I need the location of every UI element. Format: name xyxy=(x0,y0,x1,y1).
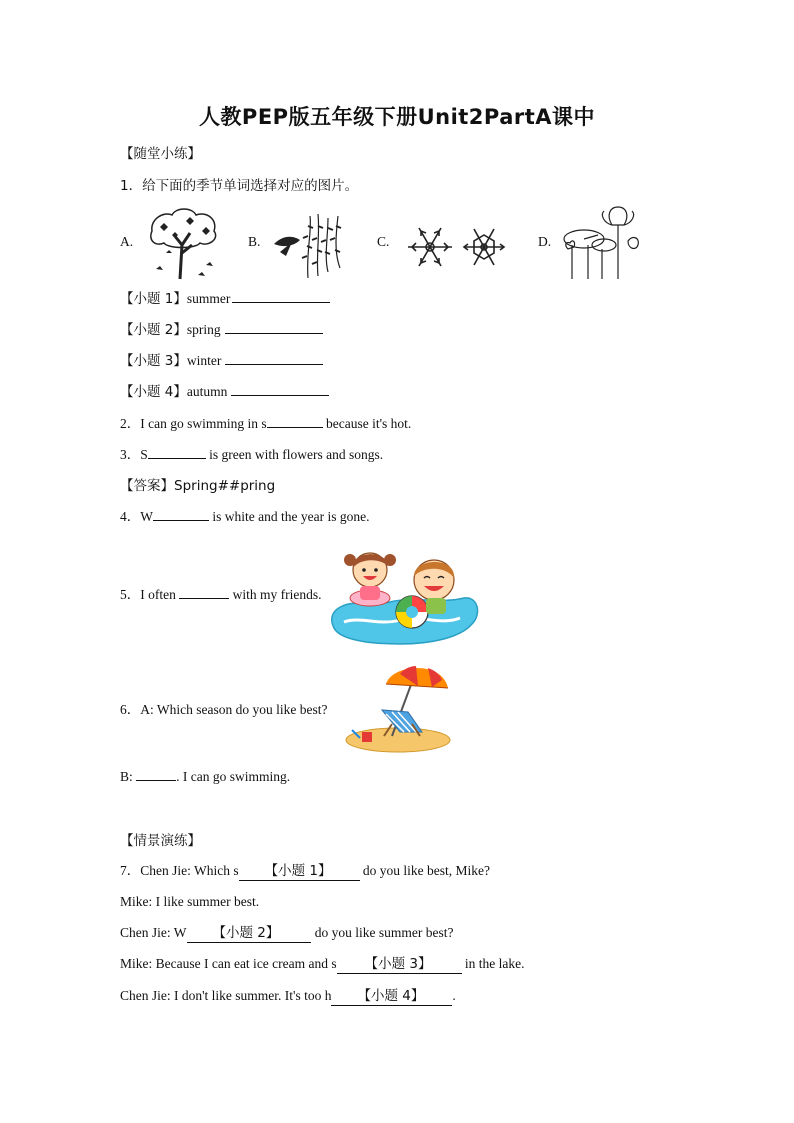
question-1-prompt: 1．给下面的季节单词选择对应的图片。 xyxy=(120,178,359,194)
answer-blank[interactable]: 【小题 1】 xyxy=(239,862,360,881)
sub-question-4: 【小题 4】autumn xyxy=(120,383,329,401)
answer-blank[interactable] xyxy=(231,383,329,396)
section-heading-scenario: 【情景演练】 xyxy=(120,833,201,849)
option-a-label: A. xyxy=(120,234,134,249)
question-7-line-4: Mike: Because I can eat ice cream and s 【小题 3】 in the lake. xyxy=(120,956,525,972)
answer-blank[interactable]: 【小题 3】 xyxy=(337,955,462,974)
page-title: 人教PEP版五年级下册Unit2PartA课中 xyxy=(198,105,596,129)
question-6-line-2: B: . I can go swimming. xyxy=(120,769,291,784)
question-4: 4．W is white and the year is gone. xyxy=(120,509,370,524)
beach-umbrella-icon xyxy=(342,662,452,754)
swallow-willow-icon xyxy=(270,212,352,280)
option-d-label: D. xyxy=(538,234,552,249)
option-c-label: C. xyxy=(377,234,390,249)
sub-question-2: 【小题 2】spring xyxy=(120,321,323,339)
kids-swimming-icon xyxy=(330,540,482,652)
answer-blank[interactable]: 【小题 2】 xyxy=(187,924,312,943)
answer-blank[interactable] xyxy=(148,446,206,459)
question-7-line-1: 7．Chen Jie: Which s 【小题 1】 do you like best, Mike? xyxy=(120,863,490,879)
autumn-tree-icon xyxy=(146,205,222,281)
sub-question-1: 【小题 1】summer xyxy=(120,290,330,308)
answer-blank[interactable] xyxy=(153,508,209,521)
answer-blank[interactable]: 【小题 4】 xyxy=(331,987,452,1006)
answer-text: 【答案】Spring##pring xyxy=(120,478,276,494)
answer-blank[interactable] xyxy=(136,768,176,781)
question-3: 3．S is green with flowers and songs. xyxy=(120,447,384,462)
question-7-line-5: Chen Jie: I don't like summer. It's too h 【小题 4】 . xyxy=(120,988,456,1004)
snowflake-icon xyxy=(404,222,508,272)
lotus-icon xyxy=(562,205,642,281)
question-5: 5．I often with my friends. xyxy=(120,587,322,602)
question-6-line-1: 6．A: Which season do you like best? xyxy=(120,702,328,717)
answer-blank[interactable] xyxy=(225,352,323,365)
answer-blank[interactable] xyxy=(267,415,323,428)
section-heading-practice: 【随堂小练】 xyxy=(120,146,201,162)
answer-blank[interactable] xyxy=(179,586,229,599)
answer-blank[interactable] xyxy=(232,290,330,303)
sub-question-3: 【小题 3】winter xyxy=(120,352,323,370)
question-7-line-2: Mike: I like summer best. xyxy=(120,894,260,909)
option-b-label: B. xyxy=(248,234,261,249)
question-7-line-3: Chen Jie: W 【小题 2】 do you like summer best? xyxy=(120,925,454,941)
answer-blank[interactable] xyxy=(225,321,323,334)
question-2: 2．I can go swimming in s because it's hot. xyxy=(120,416,412,431)
